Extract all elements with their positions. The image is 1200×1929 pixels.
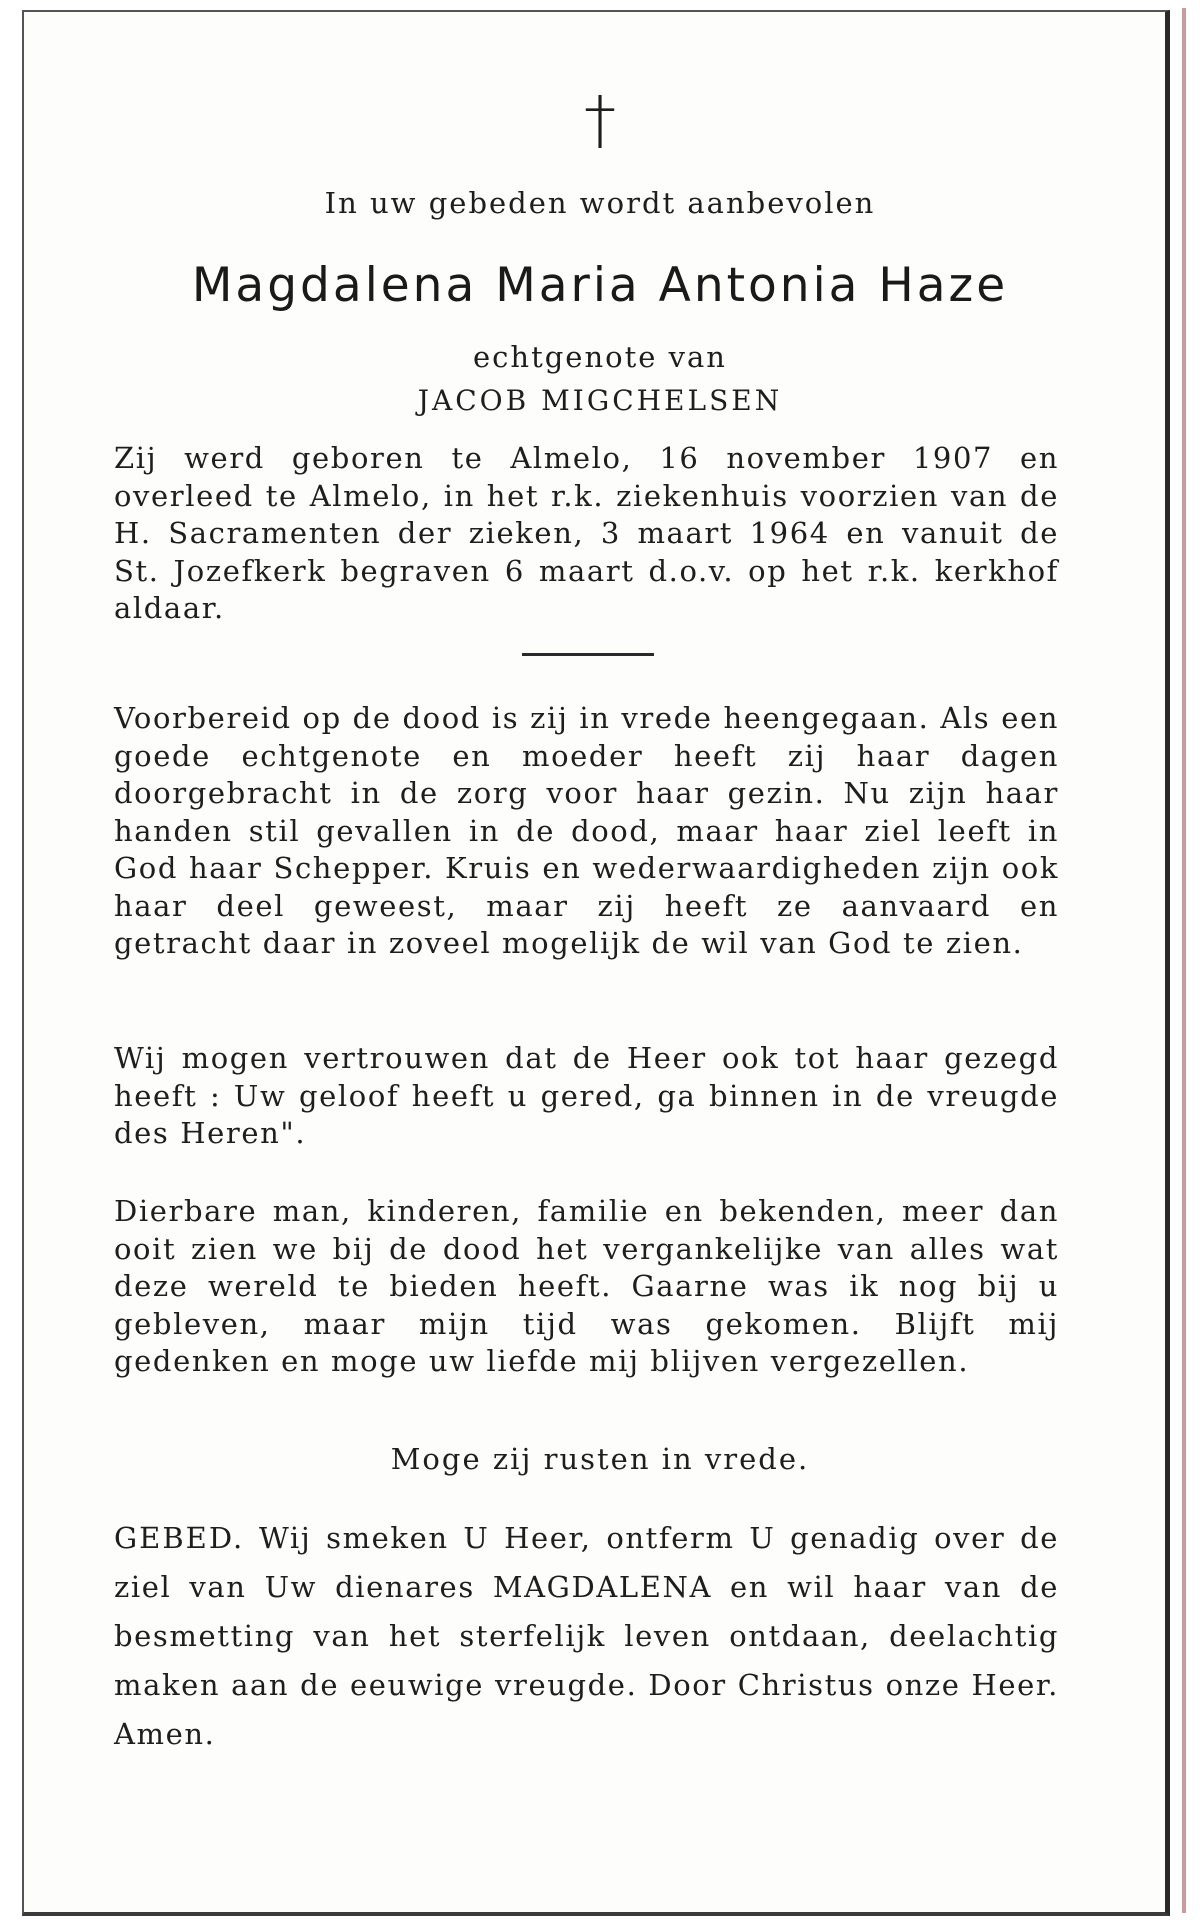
paragraph-preparation: Voorbereid op de dood is zij in vrede heengegaan. Als een goede echtgenote en moeder heeft zij haar dagen doorgebracht in de zorg voor haar gezin. Nu zijn haar handen stil gevallen in de dood, maar haar ziel leeft in God haar Schepper. Kruis en wederwaardigheden zijn ook haar deel geweest, maar zij heeft ze aanvaard en getracht daar in zoveel mogelijk de wil van God te zien. (114, 701, 1059, 960)
intro-line: In uw gebeden wordt aanbevolen (324, 186, 876, 220)
prayer-label: GEBED. (114, 1521, 245, 1555)
deceased-name: Magdalena Maria Antonia Haze (191, 258, 1009, 313)
spouse-name: JACOB MIGCHELSEN (417, 384, 783, 417)
spouse-label: echtgenote van (473, 340, 727, 374)
divider-line (522, 653, 654, 656)
prayer-text: Wij smeken U Heer, ontferm U genadig over de ziel van Uw dienares MAGDALENA en wil haar van de besmetting van het sterfelijk leven ontdaan, deelachtig maken aan de eeuwige vreugde. Door Christus onze Heer. Amen. (114, 1521, 1060, 1751)
biography-paragraph: Zij werd geboren te Almelo, 16 november 1907 en overleed te Almelo, in het r.k. ziekenhuis voorzien van de H. Sacramenten der zieken, 3 maart 1964 en vanuit de St. Jozefkerk begraven 6 maart d.o.v. op het r.k. kerkhof aldaar. (114, 441, 1059, 625)
paragraph-trust: Wij mogen vertrouwen dat de Heer ook tot haar gezegd heeft : Uw geloof heeft u gered, ga binnen in de vreugde des Heren". (114, 1041, 1059, 1150)
paragraph-farewell: Dierbare man, kinderen, familie en bekenden, meer dan ooit zien we bij de dood het vergankelijke van alles wat deze wereld te bieden heeft. Gaarne was ik nog bij u gebleven, maar mijn tijd was gekomen. Blijft mij gedenken en moge uw liefde mij blijven vergezellen. (114, 1194, 1059, 1378)
cross-icon: † (584, 84, 616, 158)
prayer-paragraph (114, 1514, 1059, 1759)
rest-in-peace-line: Moge zij rusten in vrede. (390, 1442, 810, 1476)
